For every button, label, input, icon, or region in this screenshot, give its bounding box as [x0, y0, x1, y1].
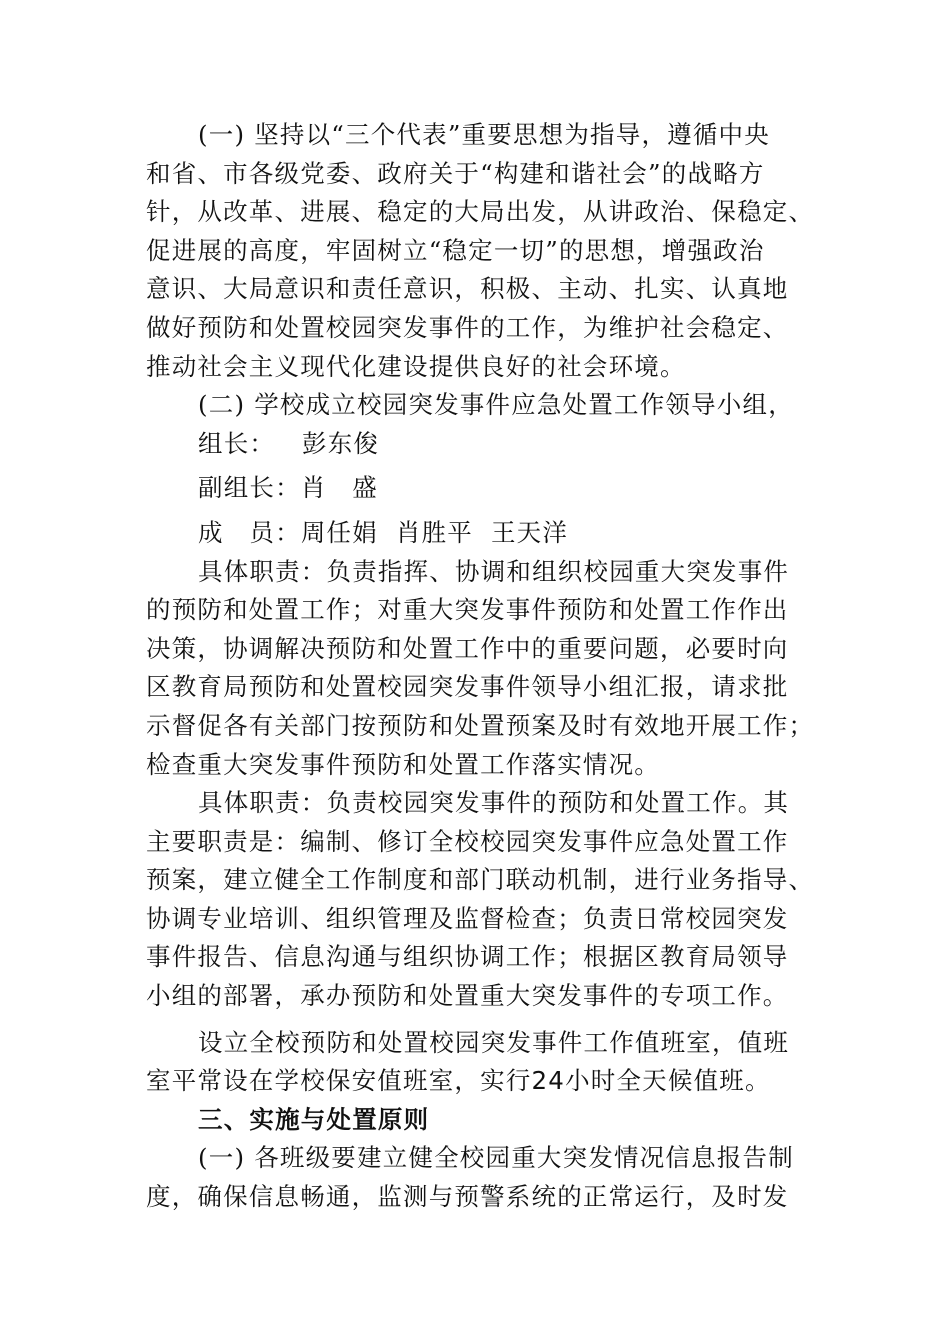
text-line: 预案，建立健全工作制度和部门联动机制，进行业务指导、	[146, 865, 815, 895]
vice-leader-label: 副组长：	[198, 473, 301, 503]
vice-leader-line	[146, 469, 796, 508]
text-line: 示督促各有关部门按预防和处置预案及时有效地开展工作；	[146, 710, 815, 740]
paragraph-leading-group: (二) 学校成立校园突发事件应急处置工作领导小组，	[198, 390, 794, 420]
text-line: 决策，协调解决预防和处置工作中的重要问题，必要时向	[146, 633, 789, 663]
members-line	[146, 514, 796, 553]
text-line: 协调专业培训、组织管理及监督检查；负责日常校园突发	[146, 903, 789, 933]
text-line: 具体职责：负责指挥、协调和组织校园重大突发事件	[198, 556, 790, 586]
duty-room-hours: 24	[531, 1066, 566, 1096]
text-line: 度，确保信息畅通，监测与预警系统的正常运行，及时发	[146, 1182, 789, 1212]
text-line: 具体职责：负责校园突发事件的预防和处置工作。其	[198, 788, 790, 818]
text-line: (一) 各班级要建立健全校园重大突发情况信息报告制	[198, 1143, 794, 1173]
paragraph-section3	[146, 1139, 796, 1216]
leader-line	[146, 425, 796, 464]
text-line: 事件报告、信息沟通与组织协调工作；根据区教育局领导	[146, 942, 789, 972]
paragraph-duties-office	[146, 784, 815, 1016]
duty-room-text-b: 小时全天候值班。	[565, 1066, 771, 1096]
text-line: 针，从改革、进展、稳定的大局出发，从讲政治、保稳定、	[146, 197, 815, 227]
text-line: 检查重大突发事件预防和处置工作落实情况。	[146, 749, 660, 779]
vice-leader-name: 肖 盛	[300, 473, 378, 503]
paragraph-duty-room	[146, 1024, 796, 1101]
text-line: 促进展的高度，牢固树立“稳定一切”的思想，增强政治	[146, 235, 765, 265]
text-line: 小组的部署，承办预防和处置重大突发事件的专项工作。	[146, 981, 789, 1011]
text-line: 推动社会主义现代化建设提供良好的社会环境。	[146, 351, 686, 381]
text-line: 设立全校预防和处置校园突发事件工作值班室，值班	[198, 1027, 790, 1057]
paragraph-duties-leading-group	[146, 553, 815, 785]
leader-label: 组长：	[198, 428, 276, 458]
leader-name: 彭东俊	[302, 428, 380, 458]
text-line: 的预防和处置工作；对重大突发事件预防和处置工作作出	[146, 595, 789, 625]
text-line: 意识、大局意识和责任意识，积极、主动、扎实、认真地	[146, 274, 789, 304]
text-line	[146, 1062, 796, 1101]
duty-room-text-a: 室平常设在学校保安值班室，实行	[146, 1066, 532, 1096]
text-line: (一) 坚持以“三个代表”重要思想为指导，遵循中央	[198, 120, 770, 149]
members-names: 周任娟 肖胜平 王天洋	[300, 517, 569, 547]
document-page	[146, 116, 815, 1217]
section-heading: 三、实施与处置原则	[198, 1104, 430, 1134]
members-label: 成 员：	[198, 517, 301, 547]
text-line: 做好预防和处置校园突发事件的工作，为维护社会稳定、	[146, 312, 789, 342]
paragraph-guiding-principle	[146, 116, 815, 386]
text-line: 和省、市各级党委、政府关于“构建和谐社会”的战略方	[146, 158, 765, 188]
text-line: 区教育局预防和处置校园突发事件领导小组汇报，请求批	[146, 672, 789, 702]
text-line: 主要职责是：编制、修订全校校园突发事件应急处置工作	[146, 826, 789, 856]
